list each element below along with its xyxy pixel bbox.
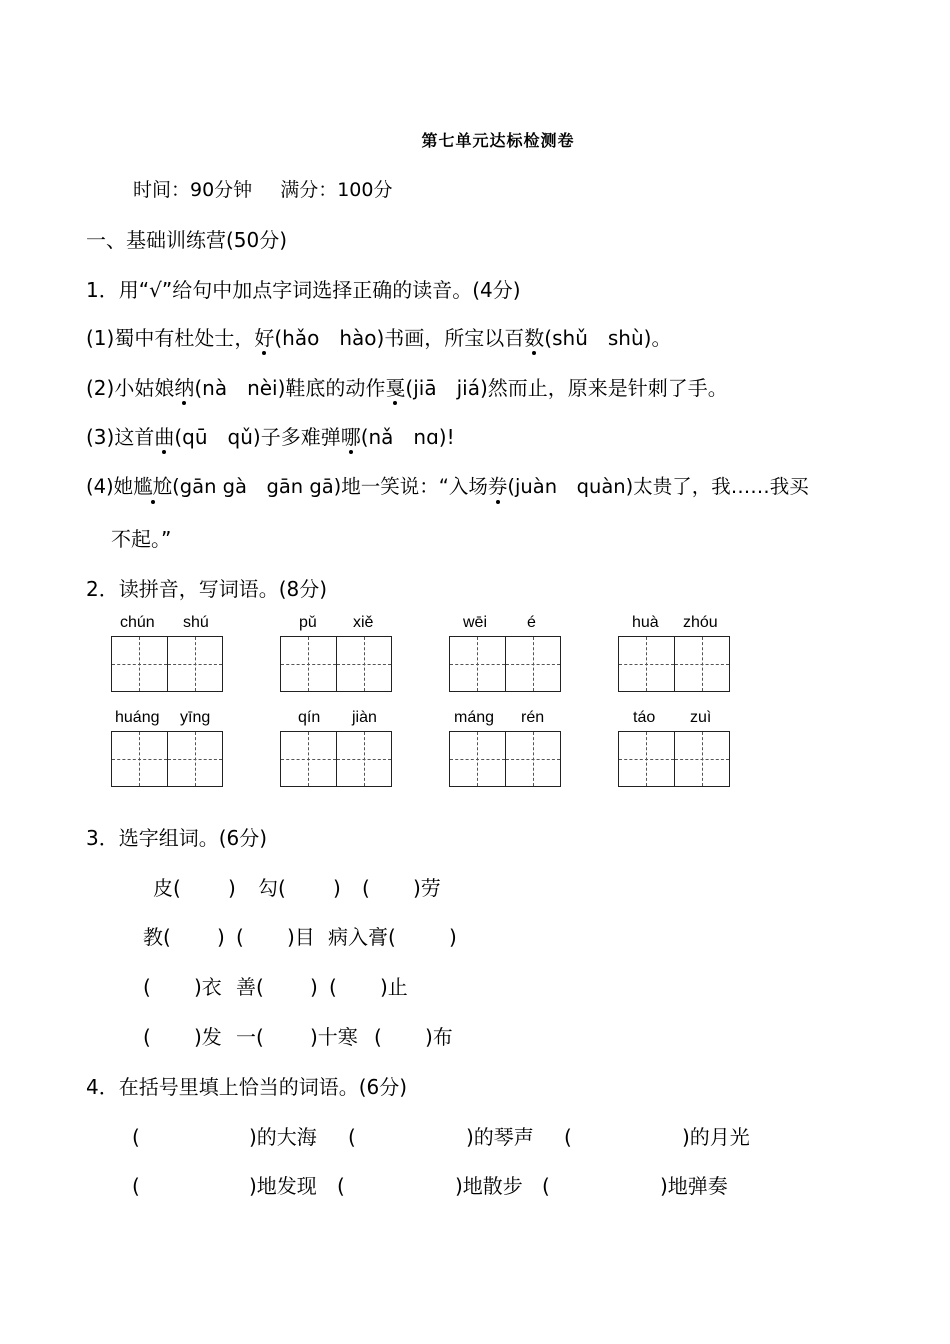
writing-grid[interactable] <box>618 731 730 787</box>
dotted-char: 哪 <box>340 425 361 449</box>
fill-fragment: 病入膏( <box>328 925 396 949</box>
fill-fragment: ( <box>132 1125 140 1149</box>
q1-item-4-continued: 不起。” <box>111 527 172 551</box>
q1-item-3 <box>86 427 455 447</box>
dotted-char: 纳 <box>174 376 195 400</box>
fill-fragment: 善( <box>236 975 264 999</box>
time-limit: 时间：90分钟 <box>133 179 253 201</box>
fill-fragment: )十寒 <box>310 1025 358 1049</box>
fill-fragment: )衣 <box>194 975 222 999</box>
text: (shǔ shù)。 <box>544 326 672 350</box>
q1-item-2 <box>86 378 728 398</box>
fill-fragment: )的月光 <box>682 1125 750 1149</box>
fill-fragment: ( <box>329 975 337 999</box>
pinyin-label: jiàn <box>352 709 377 726</box>
writing-grid[interactable] <box>111 731 223 787</box>
fill-fragment: ( <box>362 876 370 900</box>
q1-heading: 1．用“√”给句中加点字词选择正确的读音。(4分) <box>86 278 521 302</box>
fill-fragment: )布 <box>425 1025 453 1049</box>
fill-fragment: ( <box>236 925 244 949</box>
q2-heading: 2．读拼音，写词语。(8分) <box>86 577 328 601</box>
pinyin-label: zhóu <box>683 614 718 631</box>
fill-fragment: )地弹奏 <box>660 1174 728 1198</box>
fill-fragment: 教( <box>143 925 171 949</box>
fill-fragment: ( <box>143 1025 151 1049</box>
fill-fragment: )的琴声 <box>466 1125 534 1149</box>
fill-fragment: )的大海 <box>249 1125 317 1149</box>
text: (hǎo hào)书画，所宝以百 <box>274 326 525 350</box>
text: (4)她 <box>86 475 134 498</box>
dotted-char: 好 <box>254 326 275 350</box>
pinyin-label: máng <box>454 709 495 726</box>
pinyin-label: táo <box>633 709 656 726</box>
text: (nà nèi)鞋底的动作 <box>194 376 386 400</box>
dotted-char: 尴尬 <box>133 475 173 498</box>
pinyin-label: chún <box>120 614 155 631</box>
writing-grid[interactable] <box>111 636 223 692</box>
pinyin-label: huáng <box>115 709 160 726</box>
fill-fragment: )目 <box>287 925 315 949</box>
pinyin-label: pǔ <box>299 614 317 631</box>
fill-fragment: ) <box>228 876 236 900</box>
fill-fragment: ) <box>449 925 457 949</box>
pinyin-label: wēi <box>463 614 488 631</box>
fill-fragment: )发 <box>194 1025 222 1049</box>
text: (2)小姑娘 <box>86 376 175 400</box>
fill-fragment: ( <box>337 1174 345 1198</box>
pinyin-label: yīng <box>180 709 211 726</box>
pinyin-label: xiě <box>353 614 374 631</box>
fill-fragment: ) <box>217 925 225 949</box>
q3-heading: 3．选字组词。(6分) <box>86 826 268 850</box>
writing-grid[interactable] <box>280 731 392 787</box>
text: (1)蜀中有杜处士， <box>86 326 255 350</box>
pinyin-label: qín <box>298 709 321 726</box>
fill-fragment: 皮( <box>153 876 181 900</box>
q1-item-1 <box>86 328 671 348</box>
fill-fragment: 勾( <box>258 876 286 900</box>
exam-meta <box>133 181 392 200</box>
q4-heading: 4．在括号里填上恰当的词语。(6分) <box>86 1075 408 1099</box>
pinyin-label: huà <box>632 614 659 631</box>
pinyin-label: shú <box>183 614 209 631</box>
writing-grid[interactable] <box>618 636 730 692</box>
text: (juàn quàn)太贵了，我……我买 <box>507 475 809 498</box>
pinyin-label: rén <box>521 709 545 726</box>
fill-fragment: ( <box>348 1125 356 1149</box>
fill-fragment: ( <box>564 1125 572 1149</box>
text: (nǎ nɑ)! <box>360 425 455 449</box>
fill-fragment: )地发现 <box>249 1174 317 1198</box>
fill-fragment: ( <box>374 1025 382 1049</box>
text: (jiā jiá)然而止，原来是针刺了手。 <box>405 376 728 400</box>
fill-fragment: ) <box>310 975 318 999</box>
full-score: 满分：100分 <box>280 179 393 201</box>
section-heading: 一、基础训练营(50分) <box>86 228 288 252</box>
fill-fragment: )劳 <box>413 876 441 900</box>
dotted-char: 数 <box>524 326 545 350</box>
dotted-char: 曲 <box>154 425 175 449</box>
fill-fragment: 一( <box>236 1025 264 1049</box>
text: (qū qǔ)子多难弹 <box>174 425 341 449</box>
dotted-char: 戛 <box>385 376 406 400</box>
paper-title: 第七单元达标检测卷 <box>421 131 575 150</box>
writing-grid[interactable] <box>449 731 561 787</box>
pinyin-label: é <box>527 614 536 631</box>
fill-fragment: )止 <box>380 975 408 999</box>
fill-fragment: ( <box>132 1174 140 1198</box>
fill-fragment: ) <box>333 876 341 900</box>
fill-fragment: ( <box>143 975 151 999</box>
q1-item-4 <box>86 477 809 497</box>
writing-grid[interactable] <box>280 636 392 692</box>
fill-fragment: )地散步 <box>455 1174 523 1198</box>
text: (gān gà gān gā)地一笑说：“入场 <box>172 475 488 498</box>
fill-fragment: ( <box>542 1174 550 1198</box>
text: (3)这首 <box>86 425 155 449</box>
pinyin-label: zuì <box>690 709 712 726</box>
writing-grid[interactable] <box>449 636 561 692</box>
dotted-char: 券 <box>487 475 508 498</box>
